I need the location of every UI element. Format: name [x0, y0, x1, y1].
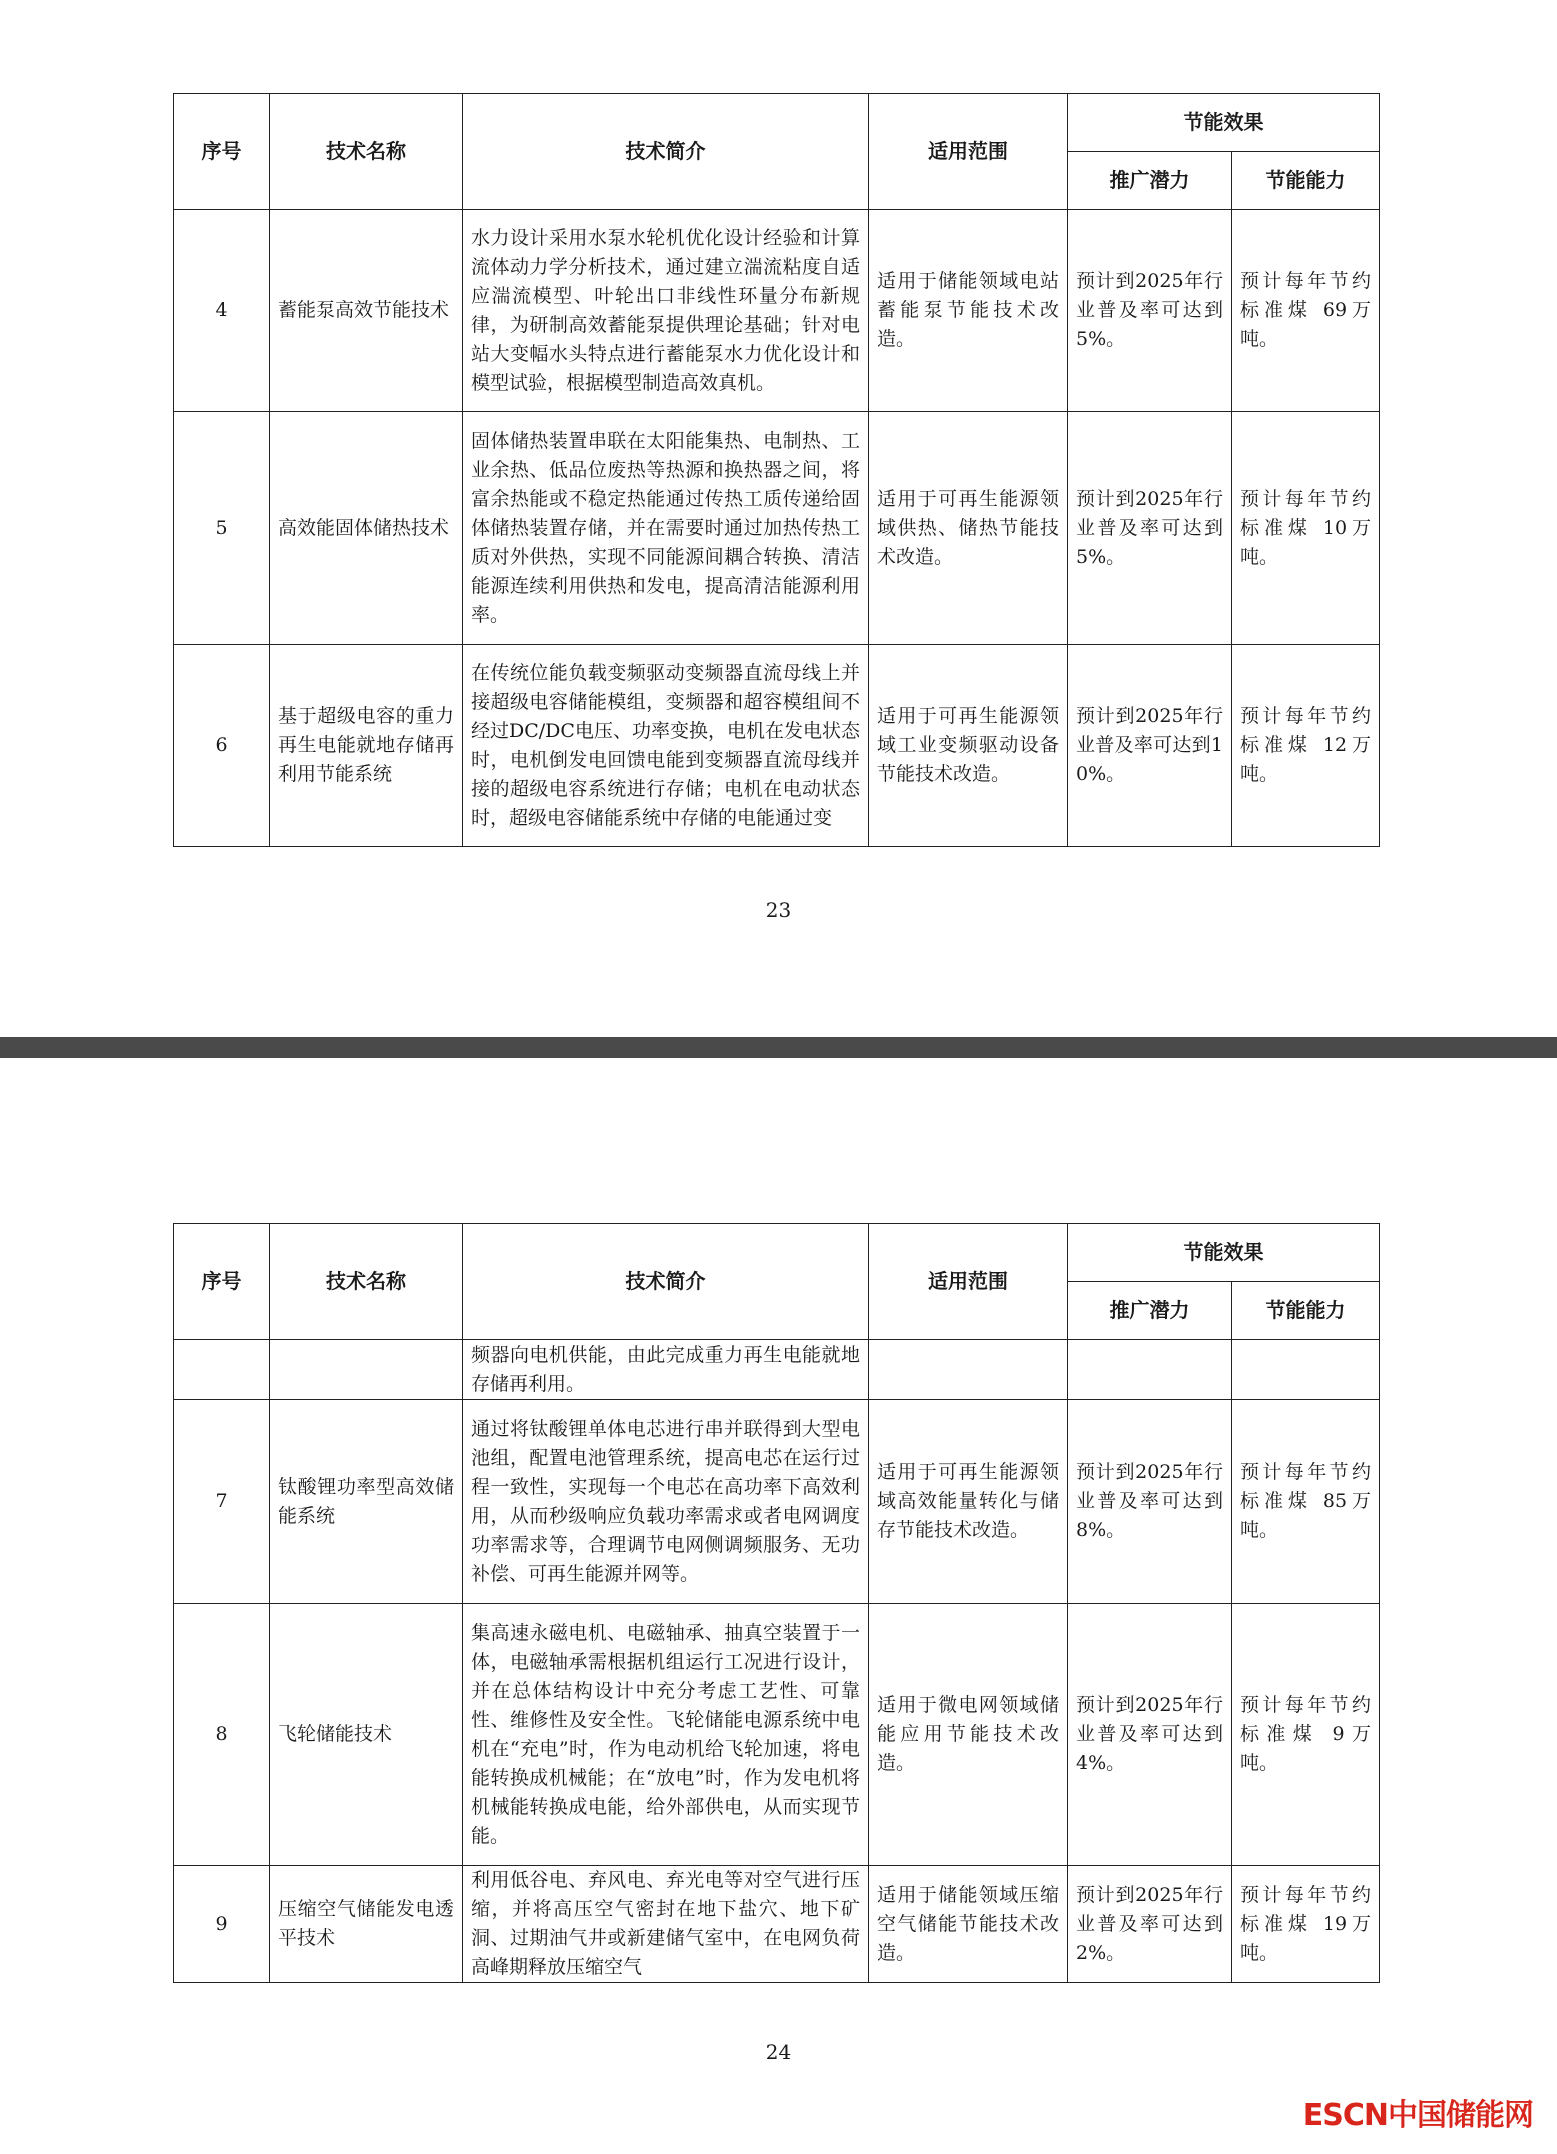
row-seq: 5	[174, 412, 270, 645]
row-scope: 适用于可再生能源领域供热、储热节能技术改造。	[869, 412, 1068, 645]
technology-table	[173, 93, 1380, 847]
table-row	[174, 1866, 1380, 1983]
watermark-logo: ESCN中国储能网	[1302, 2098, 1533, 2133]
page-number: 24	[765, 2040, 792, 2064]
row-potential: 预计到2025年行业普及率可达到8%。	[1068, 1400, 1232, 1604]
row-seq: 7	[174, 1400, 270, 1604]
table-row	[174, 1400, 1380, 1604]
row-intro: 通过将钛酸锂单体电芯进行串并联得到大型电池组，配置电池管理系统，提高电芯在运行过程一致性，实现每一个电芯在高功率下高效利用，从而秒级响应负载功率需求或者电网调度功率需求等，合理调节电网侧调频服务、无功补偿、可再生能源并网等。	[463, 1400, 869, 1604]
row-potential: 预计到2025年行业普及率可达到5%。	[1068, 412, 1232, 645]
header-seq: 序号	[174, 1224, 270, 1340]
page-24	[0, 1058, 1557, 2154]
page-number: 23	[765, 898, 792, 922]
row-name: 钛酸锂功率型高效储能系统	[270, 1400, 463, 1604]
row-scope: 适用于储能领域压缩空气储能节能技术改造。	[869, 1866, 1068, 1983]
header-scope: 适用范围	[869, 94, 1068, 210]
row-name: 压缩空气储能发电透平技术	[270, 1866, 463, 1983]
row-scope: 适用于可再生能源领域高效能量转化与储存节能技术改造。	[869, 1400, 1068, 1604]
table-row	[174, 645, 1380, 847]
header-potential: 推广潜力	[1068, 1282, 1232, 1340]
header-name: 技术名称	[270, 1224, 463, 1340]
row-potential	[1068, 1340, 1232, 1400]
header-seq: 序号	[174, 94, 270, 210]
header-intro: 技术简介	[463, 94, 869, 210]
row-potential: 预计到2025年行业普及率可达到10%。	[1068, 645, 1232, 847]
row-potential: 预计到2025年行业普及率可达到4%。	[1068, 1604, 1232, 1866]
row-seq: 6	[174, 645, 270, 847]
row-name: 飞轮储能技术	[270, 1604, 463, 1866]
row-name	[270, 1340, 463, 1400]
row-name: 基于超级电容的重力再生电能就地存储再利用节能系统	[270, 645, 463, 847]
header-effect: 节能效果	[1068, 94, 1380, 152]
row-intro: 在传统位能负载变频驱动变频器直流母线上并接超级电容储能模组，变频器和超容模组间不经过DC/DC电压、功率变换，电机在发电状态时，电机倒发电回馈电能到变频器直流母线并接的超级电容系统进行存储；电机在电动状态时，超级电容储能系统中存储的电能通过变	[463, 645, 869, 847]
row-name: 蓄能泵高效节能技术	[270, 210, 463, 412]
row-capacity: 预计每年节约标准煤 9万吨。	[1232, 1604, 1380, 1866]
header-effect: 节能效果	[1068, 1224, 1380, 1282]
page-separator	[0, 1037, 1557, 1058]
row-seq: 9	[174, 1866, 270, 1983]
header-name: 技术名称	[270, 94, 463, 210]
row-intro: 固体储热装置串联在太阳能集热、电制热、工业余热、低品位废热等热源和换热器之间，将富余热能或不稳定热能通过传热工质传递给固体储热装置存储，并在需要时通过加热传热工质对外供热，实现不同能源间耦合转换、清洁能源连续利用供热和发电，提高清洁能源利用率。	[463, 412, 869, 645]
row-intro: 利用低谷电、弃风电、弃光电等对空气进行压缩，并将高压空气密封在地下盐穴、地下矿洞、过期油气井或新建储气室中，在电网负荷高峰期释放压缩空气	[463, 1866, 869, 1983]
row-intro: 集高速永磁电机、电磁轴承、抽真空装置于一体，电磁轴承需根据机组运行工况进行设计，并在总体结构设计中充分考虑工艺性、可靠性、维修性及安全性。飞轮储能电源系统中电机在“充电”时，作为电动机给飞轮加速，将电能转换成机械能；在“放电”时，作为发电机将机械能转换成电能，给外部供电，从而实现节能。	[463, 1604, 869, 1866]
row-scope: 适用于储能领域电站蓄能泵节能技术改造。	[869, 210, 1068, 412]
row-capacity: 预计每年节约标准煤 12万吨。	[1232, 645, 1380, 847]
row-intro: 水力设计采用水泵水轮机优化设计经验和计算流体动力学分析技术，通过建立湍流粘度自适应湍流模型、叶轮出口非线性环量分布新规律，为研制高效蓄能泵提供理论基础；针对电站大变幅水头特点进行蓄能泵水力优化设计和模型试验，根据模型制造高效真机。	[463, 210, 869, 412]
header-capacity: 节能能力	[1232, 1282, 1380, 1340]
row-scope: 适用于微电网领域储能应用节能技术改造。	[869, 1604, 1068, 1866]
row-seq	[174, 1340, 270, 1400]
row-capacity: 预计每年节约标准煤 85万吨。	[1232, 1400, 1380, 1604]
row-capacity	[1232, 1340, 1380, 1400]
technology-table	[173, 1223, 1380, 1983]
row-intro: 频器向电机供能，由此完成重力再生电能就地存储再利用。	[463, 1340, 869, 1400]
table-row	[174, 412, 1380, 645]
header-capacity: 节能能力	[1232, 152, 1380, 210]
table-row	[174, 1340, 1380, 1400]
row-name: 高效能固体储热技术	[270, 412, 463, 645]
row-scope: 适用于可再生能源领域工业变频驱动设备节能技术改造。	[869, 645, 1068, 847]
row-potential: 预计到2025年行业普及率可达到5%。	[1068, 210, 1232, 412]
header-scope: 适用范围	[869, 1224, 1068, 1340]
row-potential: 预计到2025年行业普及率可达到2%。	[1068, 1866, 1232, 1983]
header-intro: 技术简介	[463, 1224, 869, 1340]
row-scope	[869, 1340, 1068, 1400]
row-capacity: 预计每年节约标准煤 10万吨。	[1232, 412, 1380, 645]
table-row	[174, 210, 1380, 412]
page-23	[0, 0, 1557, 1037]
row-seq: 8	[174, 1604, 270, 1866]
row-capacity: 预计每年节约标准煤 69万吨。	[1232, 210, 1380, 412]
row-capacity: 预计每年节约标准煤 19万吨。	[1232, 1866, 1380, 1983]
table-row	[174, 1604, 1380, 1866]
header-potential: 推广潜力	[1068, 152, 1232, 210]
row-seq: 4	[174, 210, 270, 412]
